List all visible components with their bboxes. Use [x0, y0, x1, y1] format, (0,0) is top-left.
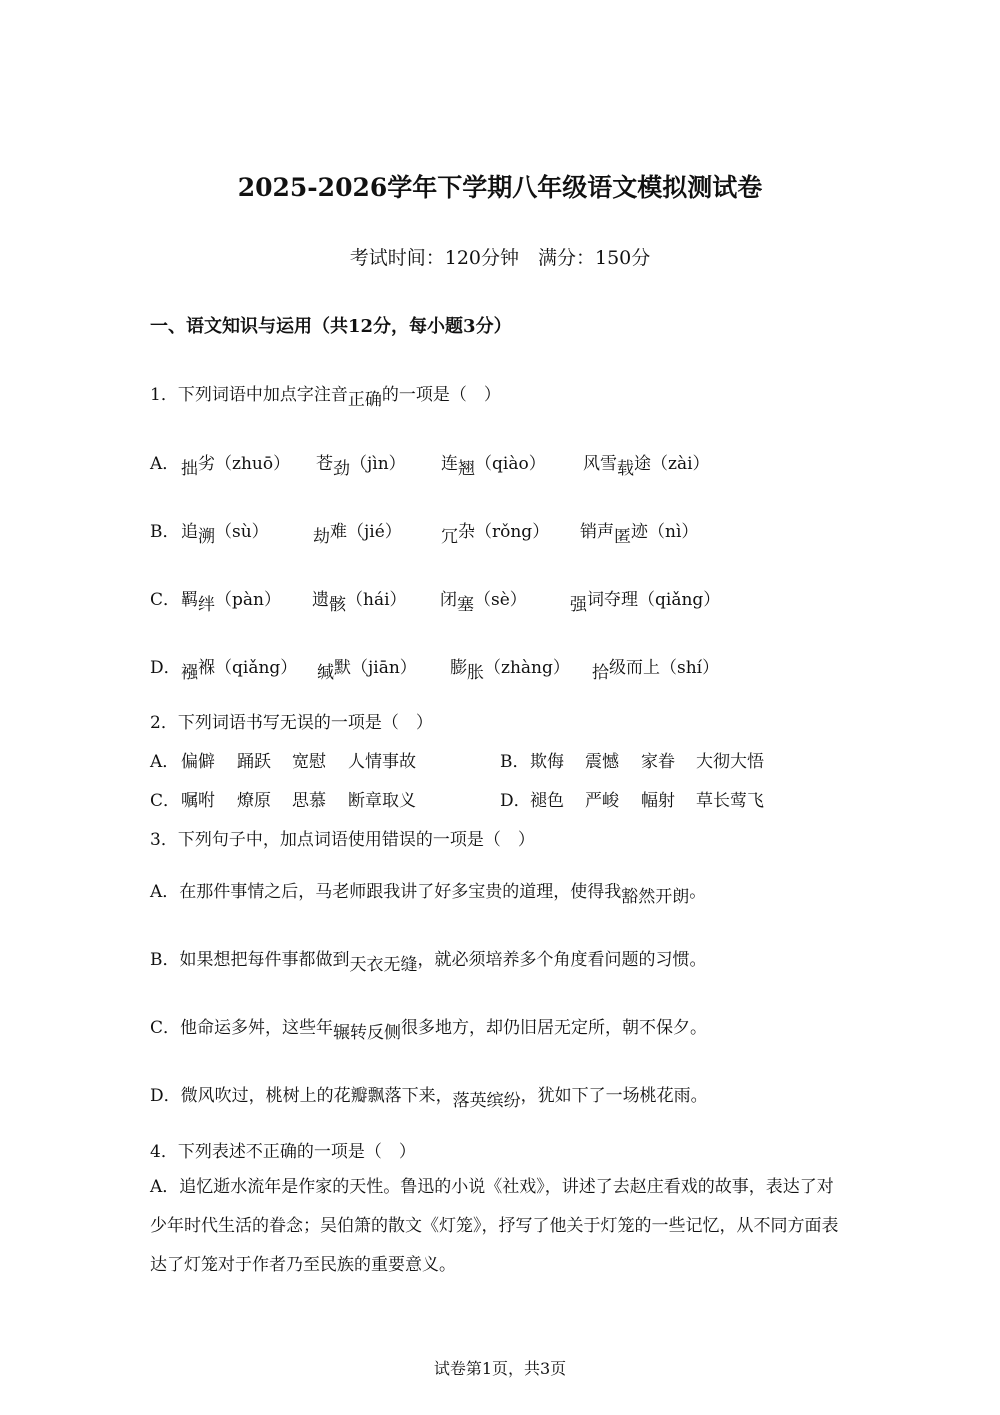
- q2-word: 欺侮: [530, 752, 564, 772]
- question-1-stem-emphasis: 正确: [347, 390, 382, 410]
- q1-option-c-item: 闭塞（sè）: [440, 590, 527, 615]
- q2-word: 家眷: [641, 752, 675, 772]
- q1-option-b-item: 冗杂（rǒng）: [441, 522, 550, 547]
- q1-option-b-label: B．: [150, 522, 180, 542]
- q2-option-c-label: C．: [150, 791, 181, 811]
- question-1-stem-text: 1．下列词语中加点字注音: [150, 385, 348, 405]
- q2-word: 严峻: [585, 791, 619, 811]
- q2-word: 断章取义: [348, 791, 416, 811]
- q1-option-d-item: 缄默（jiān）: [317, 658, 417, 683]
- q1-option-c-item: 遗骸（hái）: [312, 590, 407, 615]
- q2-word: 褪色: [530, 791, 564, 811]
- q2-word: 偏僻: [181, 752, 215, 772]
- q1-option-a-item: 苍劲（jìn）: [316, 454, 406, 479]
- q1-option-d-item: 襁褓（qiǎng）: [181, 658, 298, 683]
- q3-option-d: D．微风吹过，桃树上的花瓣飘落下来，落英缤纷，犹如下了一场桃花雨。: [150, 1086, 708, 1111]
- q2-option-b-label: B．: [500, 752, 530, 772]
- exam-title: 2025-2026学年下学期八年级语文模拟测试卷: [237, 173, 763, 202]
- q1-option-b-item: 劫难（jié）: [313, 522, 402, 547]
- q2-word: 嘱咐: [181, 791, 215, 811]
- question-2-stem: 2．下列词语书写无误的一项是（ ）: [150, 713, 433, 733]
- section-heading: 一、语文知识与运用（共12分，每小题3分）: [150, 316, 512, 337]
- q1-option-c-label: C．: [150, 590, 181, 610]
- question-1-stem-end: 的一项是（ ）: [381, 385, 501, 405]
- question-3-stem: 3．下列句子中，加点词语使用错误的一项是（ ）: [150, 830, 535, 850]
- q1-option-d-item: 膨胀（zhàng）: [450, 658, 570, 683]
- q1-option-a-label: A．: [150, 454, 180, 474]
- q2-word: 燎原: [237, 791, 271, 811]
- q1-option-c-item: 强词夺理（qiǎng）: [570, 590, 721, 615]
- q1-option-c-item: 羁绊（pàn）: [181, 590, 281, 615]
- question-4-stem: 4．下列表述不正确的一项是（ ）: [150, 1142, 416, 1162]
- q2-word: 大彻大悟: [696, 752, 764, 772]
- q2-option-a-label: A．: [150, 752, 180, 772]
- q4-option-a: A．追忆逝水流年是作家的天性。鲁迅的小说《社戏》，讲述了去赵庄看戏的故事，表达了对少年时代生活的眷念；吴伯箫的散文《灯笼》，抒写了他关于灯笼的一些记忆，从不同方面表达了灯笼对于作者乃至民族的重要意义。: [150, 1177, 839, 1275]
- q3-option-c: C．他命运多舛，这些年辗转反侧很多地方，却仍旧居无定所，朝不保夕。: [150, 1018, 708, 1043]
- q1-option-d-item: 拾级而上（shí）: [592, 658, 720, 683]
- q2-option-d-label: D．: [500, 791, 531, 811]
- q2-word: 踊跃: [237, 752, 271, 772]
- q2-word: 幅射: [641, 791, 675, 811]
- q2-word: 思慕: [292, 791, 326, 811]
- exam-info: 考试时间：120分钟 满分：150分: [349, 247, 651, 269]
- q2-word: 草长莺飞: [696, 791, 764, 811]
- q2-word: 震憾: [585, 752, 619, 772]
- q2-word: 人情事故: [348, 752, 416, 772]
- page-footer: 试卷第1页，共3页: [433, 1359, 567, 1378]
- q1-option-a-item: 拙劣（zhuō）: [181, 454, 291, 479]
- q1-option-d-label: D．: [150, 658, 181, 678]
- q1-option-b-item: 销声匿迹（nì）: [580, 522, 699, 547]
- question-1-stem: [150, 380, 501, 410]
- q1-option-a-item: 风雪载途（zài）: [583, 454, 710, 479]
- q1-option-a-item: 连翘（qiào）: [441, 454, 546, 479]
- q1-option-b-item: 追溯（sù）: [181, 522, 269, 547]
- q3-option-b: B．如果想把每件事都做到天衣无缝，就必须培养多个角度看问题的习惯。: [150, 950, 707, 975]
- q2-word: 宽慰: [292, 752, 326, 772]
- q3-option-a: A．在那件事情之后，马老师跟我讲了好多宝贵的道理，使得我豁然开朗。: [150, 882, 707, 907]
